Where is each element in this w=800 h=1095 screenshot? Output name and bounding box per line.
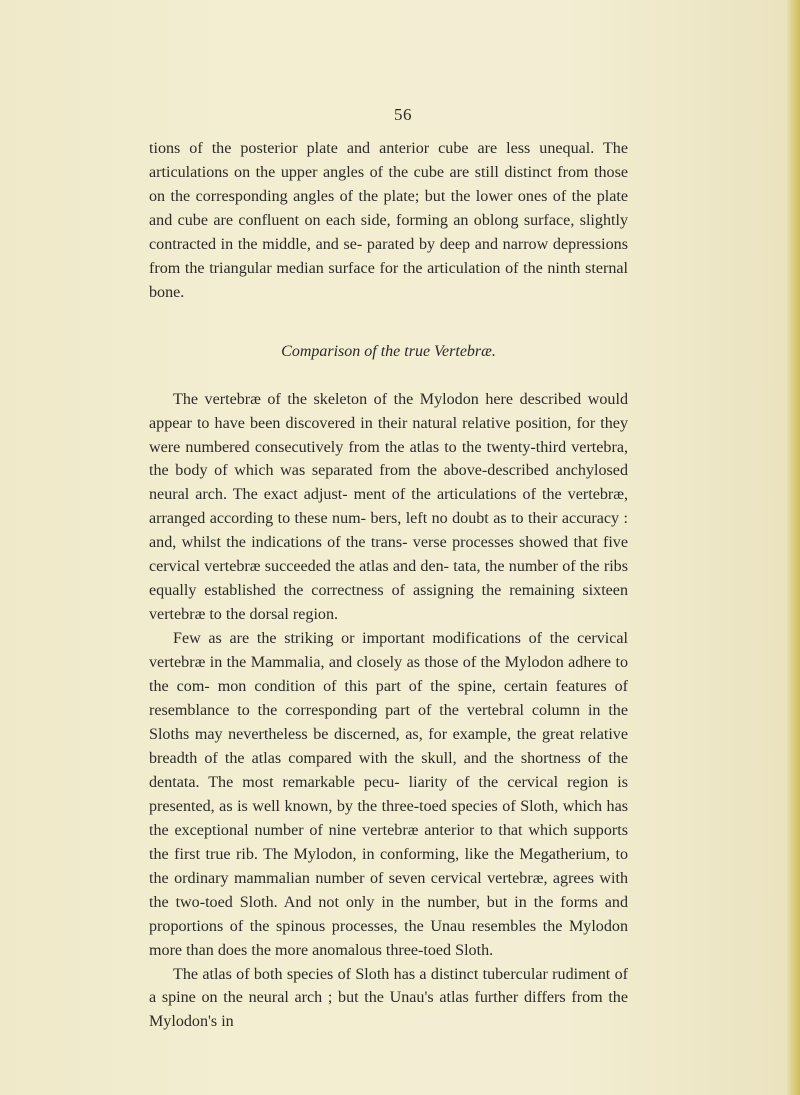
paragraph-cervical-modifications: Few as are the striking or important modifications of the cervical vertebræ in the Mammalia, and closely as those of the Mylodon adhere to the com- mon condition of this part of the spine, certain features of resemblance to the corresponding part of the vertebral column in the Sloths may nevertheless be discerned, as, for example, the great relative breadth of the atlas compared with the skull, and the shortness of the dentata. The most remarkable pecu- liarity of the cervical region is presented, as is well known, by the three-toed species of Sloth, which has the exceptional number of nine vertebræ anterior to that which supports the first true rib. The Mylodon, in conforming, like the Megatherium, to the ordinary mammalian number of seven cervical vertebræ, agrees with the two-toed Sloth. And not only in the number, but in the forms and proportions of the spinous processes, the Unau resembles the Mylodon more than does the more anomalous three-toed Sloth. [149,630,628,959]
section-heading: Comparison of the true Vertebræ. [281,342,496,360]
paragraph-continuation: tions of the posterior plate and anterior cube are less unequal. The articulations on the upper angles of the cube are still distinct from those on the corresponding angles of the plate; but the lower ones of the plate and cube are confluent on each side, forming an oblong surface, slightly contracted in the middle, and se- parated by deep and narrow depressions from the triangular median surface for the articulation of the ninth sternal bone. [149,140,628,301]
paragraph-atlas: The atlas of both species of Sloth has a distinct tubercular rudiment of a spine on the neural arch ; but the Unau's atlas further differs from the Mylodon's in [149,965,628,1031]
paragraph-vertebrae-position: The vertebræ of the skeleton of the Mylodon here described would appear to have been discovered in their natural relative position, for they were numbered consecutively from the atlas to the twenty-third vertebra, the body of which was separated from the above-described anchylosed neural arch. The exact adjust- ment of the articulations of the vertebræ, arranged according to these num- bers, left no doubt as to their accuracy : and, whilst the indications of the trans- verse processes showed that five cervical vertebræ succeeded the atlas and den- tata, the number of the ribs equally established the correctness of assigning the remaining sixteen vertebræ to the dorsal region. [149,390,628,624]
page-edge-shadow [786,0,800,1095]
page-number: 56 [394,105,412,124]
body-text [149,137,628,1034]
